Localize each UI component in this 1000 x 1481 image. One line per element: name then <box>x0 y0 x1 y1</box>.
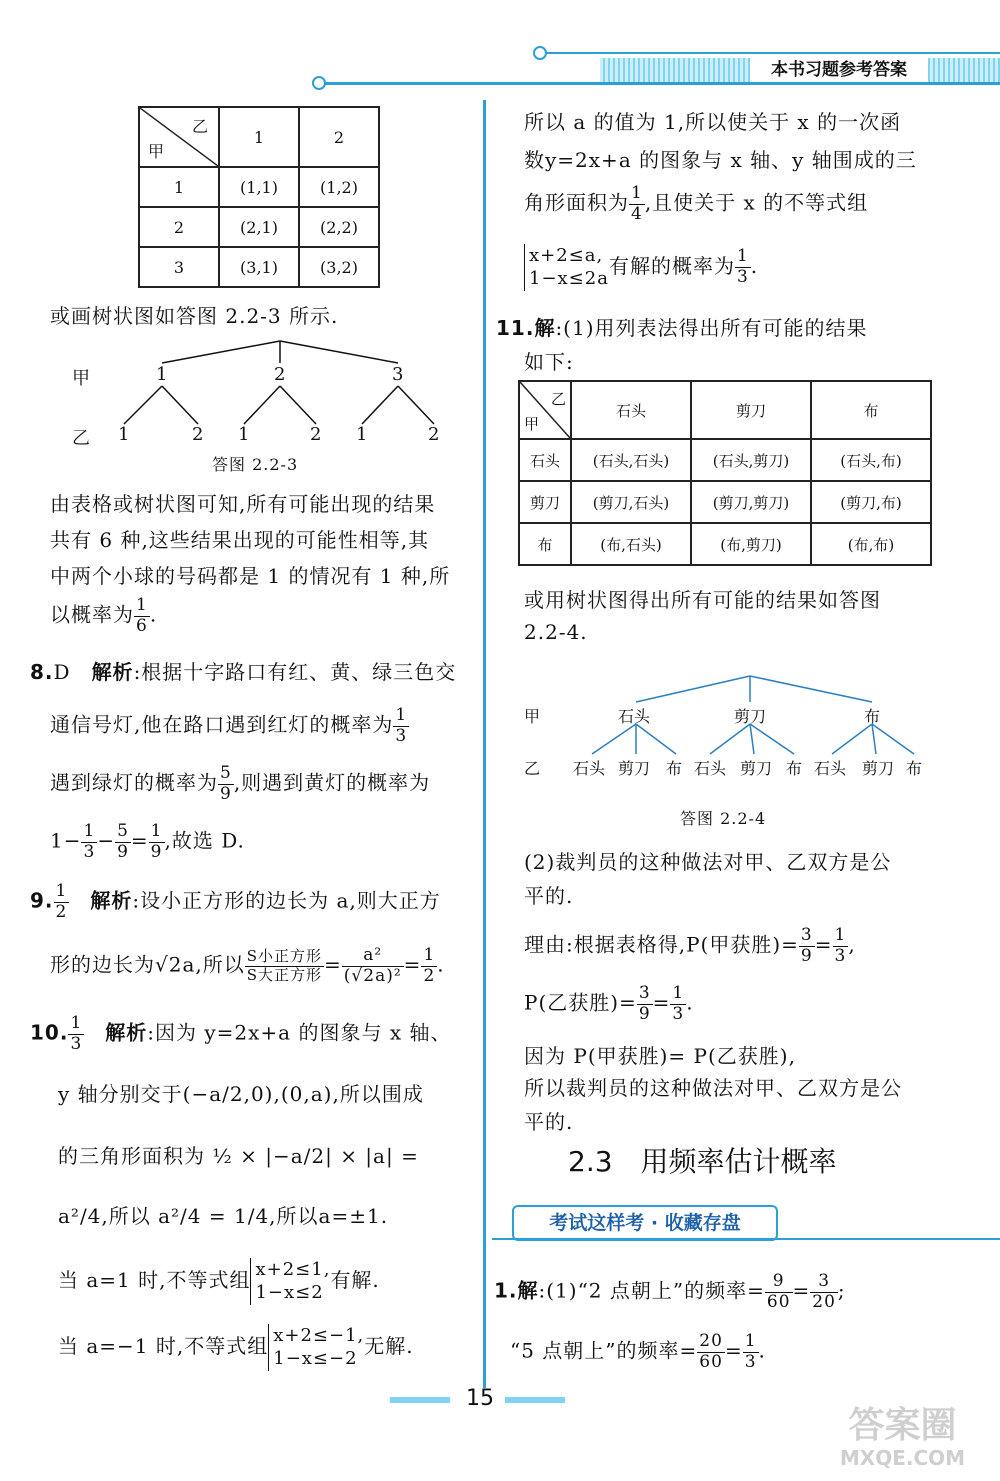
table-corner <box>519 381 571 439</box>
fraction <box>68 1014 84 1054</box>
paragraph-line <box>50 764 430 804</box>
text-span: ; <box>837 1278 846 1303</box>
paragraph-line: 共有 6 种,这些结果出现的可能性相等,其 <box>50 528 430 552</box>
paragraph-line: 中两个小球的号码都是 1 的情况有 1 种,所 <box>50 564 451 588</box>
text-span: = <box>652 990 671 1015</box>
question-number: 10. <box>30 1020 69 1045</box>
analysis-label: 解析 <box>105 1020 148 1045</box>
text-span: :根据十字路口有红、黄、绿三色交 <box>133 660 457 684</box>
analysis-label: 解析 <box>91 660 134 684</box>
table-row <box>139 207 379 247</box>
tree-leaf: 2 <box>192 424 204 445</box>
paragraph-line: 所以 a 的值为 1,所以使关于 x 的一次函 <box>524 110 902 134</box>
row-header: 1 <box>139 167 219 207</box>
question-number: 8. <box>30 660 54 684</box>
col-header: 剪刀 <box>691 381 811 439</box>
numerator: 1 <box>136 595 148 615</box>
inequality: x+2≤a, <box>529 245 604 266</box>
header-rule <box>318 82 1000 85</box>
numerator: 1 <box>70 1013 83 1033</box>
tree-level-b-label: 乙 <box>72 428 90 449</box>
denominator: (√2a)² <box>343 965 402 986</box>
paragraph-line <box>50 822 245 862</box>
analysis-label: 解析 <box>90 888 133 913</box>
watermark <box>810 1405 995 1475</box>
question-number: 1. <box>494 1278 518 1303</box>
text-span: , <box>848 932 856 957</box>
fraction <box>670 984 686 1024</box>
paragraph-line <box>50 946 445 986</box>
tree-leaf: 石头 <box>573 759 606 778</box>
row-header: 布 <box>519 523 571 565</box>
corner-bottom-label: 甲 <box>148 142 165 161</box>
section-title: 2.3 用频率估计概率 <box>568 1145 837 1178</box>
table-row <box>139 247 379 287</box>
page-number-deco <box>390 1397 450 1403</box>
text-span: 理由:根据表格得,P(甲获胜)= <box>524 932 799 957</box>
denominator: 3 <box>395 725 408 746</box>
text-span: 角形面积为 <box>524 190 629 215</box>
denominator: 9 <box>117 841 129 862</box>
denominator: 2 <box>55 901 68 922</box>
text-span: ,故选 D. <box>164 828 245 853</box>
fraction <box>735 247 751 287</box>
question-number: 9. <box>30 888 54 913</box>
banner-rule <box>492 1238 1000 1240</box>
fraction <box>81 822 97 862</box>
tree-leaf: 1 <box>356 424 368 445</box>
row-header: 3 <box>139 247 219 287</box>
denominator: 20 <box>812 1291 836 1312</box>
table-row <box>519 523 931 565</box>
paragraph-line: 以概率为 $\frac{1}{6}$ . <box>50 595 158 636</box>
fraction <box>421 946 437 986</box>
text-span: :设小正方形的边长为 a,则大正方 <box>132 888 441 913</box>
header-rule-top <box>540 52 1000 54</box>
tree-leaf: 布 <box>666 759 683 778</box>
numerator: 1 <box>83 821 96 841</box>
paragraph-line <box>524 984 694 1024</box>
table-row <box>519 481 931 523</box>
text-span: = <box>792 1278 811 1303</box>
text-span: 形的边长为√2a,所以 <box>50 952 245 977</box>
fraction <box>697 1332 725 1372</box>
table-cell: (3,1) <box>219 247 299 287</box>
paragraph-line: (2)裁判员的这种做法对甲、乙双方是公 <box>524 850 892 874</box>
tree-leaf: 石头 <box>694 759 727 778</box>
denominator: 3 <box>744 1351 757 1372</box>
paragraph-line <box>524 926 856 966</box>
header-dot-icon <box>312 76 326 90</box>
text-span: :因为 y=2x+a 的图象与 x 轴、 <box>147 1020 452 1045</box>
question-10 <box>30 1014 451 1054</box>
fraction <box>833 926 849 966</box>
text-span: 遇到绿灯的概率为 <box>50 770 218 795</box>
tree-leaf: 剪刀 <box>740 759 773 778</box>
table-cell: (布,布) <box>811 523 931 565</box>
paragraph-line: 由表格或树状图可知,所有可能出现的结果 <box>50 492 436 516</box>
fraction <box>393 706 409 746</box>
numerator: 3 <box>638 983 651 1003</box>
inequality: x+2≤−1, <box>273 1325 365 1346</box>
page-number: 15 <box>466 1386 494 1411</box>
col-header: 布 <box>811 381 931 439</box>
numerator: a² <box>342 946 404 967</box>
denominator: 3 <box>70 1033 83 1054</box>
denominator: 3 <box>736 266 749 287</box>
table-cell: (剪刀,剪刀) <box>691 481 811 523</box>
inequality-system <box>268 1324 364 1371</box>
tree-leaf: 布 <box>786 759 803 778</box>
table-cell: (布,石头) <box>571 523 691 565</box>
text-span: :(1)“2 点朝上”的频率= <box>538 1278 765 1303</box>
denominator: 60 <box>766 1291 791 1312</box>
tree-leaf: 布 <box>906 759 923 778</box>
question-8 <box>30 656 456 685</box>
fraction <box>799 926 815 966</box>
text-span: :(1)用列表法得出所有可能的结果 <box>555 316 868 340</box>
paragraph-line: 2.2-4. <box>524 620 588 644</box>
column-divider <box>483 100 486 1388</box>
tree-node: 剪刀 <box>734 707 767 726</box>
table-cell: (1,1) <box>219 167 299 207</box>
row-header: 石头 <box>519 439 571 481</box>
tree-leaf: 1 <box>118 424 130 445</box>
watermark-logo: 答案圈 <box>848 1405 957 1446</box>
text-span: 有解. <box>330 1267 380 1292</box>
solution-label: 解 <box>517 1278 539 1303</box>
text-span: P(乙获胜)= <box>524 990 637 1015</box>
text-span: . <box>437 952 445 977</box>
corner-top-label: 乙 <box>550 390 566 408</box>
paragraph-line <box>58 1258 380 1305</box>
col-header: 1 <box>219 107 299 167</box>
answer: D <box>53 660 71 684</box>
inequality: 1−x≤2 <box>255 1282 324 1304</box>
table-cell: (3,2) <box>299 247 379 287</box>
tree-leaf: 石头 <box>814 759 847 778</box>
section-banner: 考试这样考 · 收藏存盘 <box>512 1205 778 1241</box>
text-span: 当 a=−1 时,不等式组 <box>58 1333 269 1358</box>
text-span: “5 点朝上”的频率= <box>510 1338 698 1363</box>
corner-top-label: 乙 <box>191 117 208 136</box>
paragraph-line <box>58 1324 414 1371</box>
col-header: 2 <box>299 107 379 167</box>
paragraph-line: 数y=2x+a 的图象与 x 轴、y 轴围成的三 <box>524 148 917 172</box>
paragraph-line: 或用树状图得出所有可能的结果如答图 <box>524 588 881 612</box>
text-span: 以概率为 <box>50 602 134 627</box>
paragraph-line <box>524 184 868 224</box>
numerator: 1 <box>423 945 436 965</box>
tree-node: 2 <box>274 364 286 385</box>
denominator: 3 <box>834 945 847 966</box>
fraction <box>810 1272 838 1312</box>
numerator: 3 <box>810 1272 838 1293</box>
solution-label: 解 <box>534 316 556 340</box>
numerator: 5 <box>117 821 129 841</box>
tree-node: 1 <box>156 364 168 385</box>
table-cell: (石头,布) <box>811 439 931 481</box>
tree-leaf: 2 <box>310 424 322 445</box>
text-span: 有解的概率为 <box>608 253 735 278</box>
denominator: 9 <box>150 841 163 862</box>
paragraph-line <box>50 706 409 746</box>
inequality-system <box>524 244 609 291</box>
page-number-deco <box>505 1397 565 1403</box>
text-span: . <box>750 253 759 278</box>
tree-leaf: 2 <box>428 424 440 445</box>
denominator: 4 <box>631 203 643 224</box>
text-span: ,且使关于 x 的不等式组 <box>644 190 869 215</box>
table-corner <box>139 107 219 167</box>
denominator: 9 <box>800 945 813 966</box>
fraction <box>765 1272 793 1312</box>
tree-intro: 或画树状图如答图 2.2-3 所示. <box>50 304 339 328</box>
numerator: 9 <box>765 1272 793 1293</box>
solution-1-line-1 <box>494 1272 846 1312</box>
numerator: 5 <box>220 763 232 783</box>
outcome-table-2 <box>518 380 932 566</box>
numerator: 1 <box>834 925 847 945</box>
denominator: S大正方形 <box>246 965 323 984</box>
numerator: 1 <box>55 881 68 901</box>
fraction <box>342 946 404 986</box>
tree-leaf: 剪刀 <box>618 759 651 778</box>
row-header: 2 <box>139 207 219 247</box>
question-9 <box>30 882 441 922</box>
tree-node: 布 <box>864 707 881 726</box>
table-row <box>139 167 379 207</box>
denominator: 6 <box>136 615 148 636</box>
question-number: 11. <box>496 316 535 340</box>
fraction <box>637 984 653 1024</box>
text-span: 1− <box>50 828 82 853</box>
text-span: 无解. <box>364 1333 414 1358</box>
paragraph-line: 因为 P(甲获胜)= P(乙获胜), <box>524 1044 796 1068</box>
inequality-system <box>250 1258 330 1305</box>
tree-level-a-label: 甲 <box>72 368 90 389</box>
fraction <box>629 184 645 224</box>
numerator: 1 <box>672 983 685 1003</box>
header-dot-icon <box>533 46 547 60</box>
outcome-table-1 <box>138 106 380 288</box>
denominator: 3 <box>83 841 96 862</box>
text-span: 通信号灯,他在路口遇到红灯的概率为 <box>50 712 394 737</box>
figure-caption: 答图 2.2-4 <box>680 809 767 828</box>
watermark-url: MXQE.COM <box>839 1446 966 1470</box>
tree-node: 3 <box>392 364 404 385</box>
table-cell: (剪刀,石头) <box>571 481 691 523</box>
table-cell: (2,1) <box>219 207 299 247</box>
text-span: = <box>324 952 342 977</box>
numerator: 1 <box>150 821 163 841</box>
numerator: S小正方形 <box>246 947 323 966</box>
fraction <box>149 822 165 862</box>
fraction <box>115 822 131 862</box>
inequality: 1−x≤2a <box>529 268 609 290</box>
numerator: 1 <box>744 1331 757 1351</box>
text-span: = <box>403 952 422 977</box>
tree-leaf: 1 <box>238 424 250 445</box>
paragraph-line <box>524 244 758 291</box>
text-span: . <box>686 990 694 1015</box>
fraction <box>743 1332 759 1372</box>
text-span: = <box>814 932 833 957</box>
inequality: x+2≤1, <box>255 1259 331 1280</box>
text-span: . <box>758 1338 766 1363</box>
text-span: ,则遇到黄灯的概率为 <box>233 770 431 795</box>
fraction <box>218 764 234 804</box>
table-cell: (石头,石头) <box>571 439 691 481</box>
fraction <box>245 948 324 984</box>
table-cell: (布,剪刀) <box>691 523 811 565</box>
corner-bottom-label: 甲 <box>524 415 540 433</box>
paragraph-line: 平的. <box>524 1110 574 1134</box>
paragraph-line: y 轴分别交于(−a/2,0),(0,a),所以围成 <box>58 1082 424 1106</box>
table-cell: (剪刀,布) <box>811 481 931 523</box>
paragraph-line: 的三角形面积为 ½ × |−a/2| × |a| = <box>58 1144 419 1168</box>
figure-caption: 答图 2.2-3 <box>212 455 299 474</box>
paragraph-line: 平的. <box>524 884 574 908</box>
paragraph-line: a²/4,所以 a²/4 = 1/4,所以a=±1. <box>58 1204 389 1228</box>
inequality: 1−x≤−2 <box>273 1348 358 1370</box>
paragraph-line: 如下: <box>524 350 574 374</box>
tree-level-a-label: 甲 <box>524 707 541 726</box>
numerator: 1 <box>736 246 749 267</box>
table-cell: (2,2) <box>299 207 379 247</box>
denominator: 60 <box>699 1351 723 1372</box>
paragraph-line: 所以裁判员的这种做法对甲、乙双方是公 <box>524 1076 902 1100</box>
question-11 <box>496 312 868 341</box>
text-span: 当 a=1 时,不等式组 <box>58 1267 251 1292</box>
denominator: 2 <box>423 965 436 986</box>
tree-leaf: 剪刀 <box>862 759 895 778</box>
text-span: = <box>724 1338 743 1363</box>
row-header: 剪刀 <box>519 481 571 523</box>
denominator: 9 <box>220 783 232 804</box>
numerator: 20 <box>699 1331 723 1351</box>
table-cell: (石头,剪刀) <box>691 439 811 481</box>
fraction <box>54 882 70 922</box>
numerator: 3 <box>800 925 813 945</box>
col-header: 石头 <box>571 381 691 439</box>
header-title: 本书习题参考答案 <box>750 56 928 84</box>
denominator: 3 <box>672 1003 685 1024</box>
denominator: 9 <box>638 1003 651 1024</box>
numerator: 1 <box>395 705 408 725</box>
tree-node: 石头 <box>618 707 651 726</box>
table-cell: (1,2) <box>299 167 379 207</box>
solution-1-line-2 <box>510 1332 766 1372</box>
text-span: − <box>97 828 116 853</box>
text-span: = <box>130 828 149 853</box>
table-row <box>519 439 931 481</box>
numerator: 1 <box>631 183 643 203</box>
fraction <box>134 596 150 636</box>
tree-level-b-label: 乙 <box>524 759 541 778</box>
